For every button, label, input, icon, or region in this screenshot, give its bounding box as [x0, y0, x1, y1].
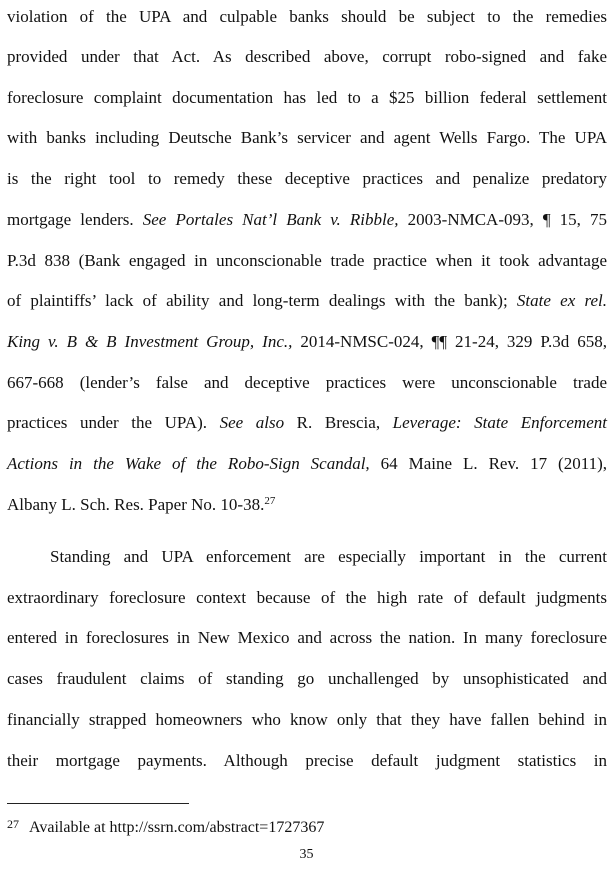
body-text-line: is the right tool to remedy these deceptive practices and penalize predatory — [7, 169, 607, 188]
body-text-line: entered in foreclosures in New Mexico and across the nation. In many foreclosure — [7, 628, 607, 647]
body-text-line: 667-668 (lender’s false and deceptive practices were unconscionable trade — [7, 373, 607, 392]
signal-see-also: See also — [219, 413, 285, 432]
body-text-line: provided under that Act. As described above, corrupt robo-signed and fake — [7, 47, 607, 66]
footnote-number: 27 — [7, 817, 19, 831]
case-citation: See Portales Nat’l Bank v. Ribble, — [142, 210, 399, 229]
body-text-line: King v. B & B Investment Group, Inc., 2014-NMSC-024, ¶¶ 21-24, 329 P.3d 658, — [7, 332, 607, 351]
case-citation: State ex rel. — [516, 291, 608, 310]
body-text-line: practices under the UPA). See also R. Brescia, Leverage: State Enforcement — [7, 413, 607, 432]
article-title: Leverage: State Enforcement — [392, 413, 607, 432]
body-text-line: financially strapped homeowners who know only that they have fallen behind in — [7, 710, 607, 729]
body-text-line: with banks including Deutsche Bank’s servicer and agent Wells Fargo. The UPA — [7, 128, 607, 147]
body-text-line: cases fraudulent claims of standing go unchallenged by unsophisticated and — [7, 669, 607, 688]
footnote-reference: 27 — [264, 495, 276, 507]
page-number: 35 — [299, 847, 314, 862]
footnote-text: Available at http://ssrn.com/abstract=1727367 — [29, 819, 325, 836]
body-text-line: foreclosure complaint documentation has led to a $25 billion federal settlement — [7, 88, 607, 107]
body-text-line: Albany L. Sch. Res. Paper No. 10-38.27 — [7, 495, 276, 514]
body-text-line: violation of the UPA and culpable banks should be subject to the remedies — [7, 7, 607, 26]
body-text-line: extraordinary foreclosure context because of the high rate of default judgments — [7, 588, 607, 607]
body-text-line: Actions in the Wake of the Robo-Sign Scandal, 64 Maine L. Rev. 17 (2011), — [7, 454, 607, 473]
body-text-line: of plaintiffs’ lack of ability and long-term dealings with the bank); State ex rel. — [7, 291, 608, 310]
footnote-separator — [7, 803, 189, 804]
body-text-line: their mortgage payments. Although precise default judgment statistics in — [7, 751, 607, 770]
article-title: Actions in the Wake of the Robo-Sign Scandal, — [7, 454, 370, 473]
footnote — [7, 815, 324, 837]
body-text-line: P.3d 838 (Bank engaged in unconscionable trade practice when it took advantage — [7, 251, 607, 270]
body-text-line: Standing and UPA enforcement are especially important in the current — [50, 547, 607, 566]
case-citation: King v. B & B Investment Group, Inc., — [7, 332, 293, 351]
body-text-line: mortgage lenders. See Portales Nat’l Bank v. Ribble, 2003-NMCA-093, ¶ 15, 75 — [7, 210, 608, 229]
